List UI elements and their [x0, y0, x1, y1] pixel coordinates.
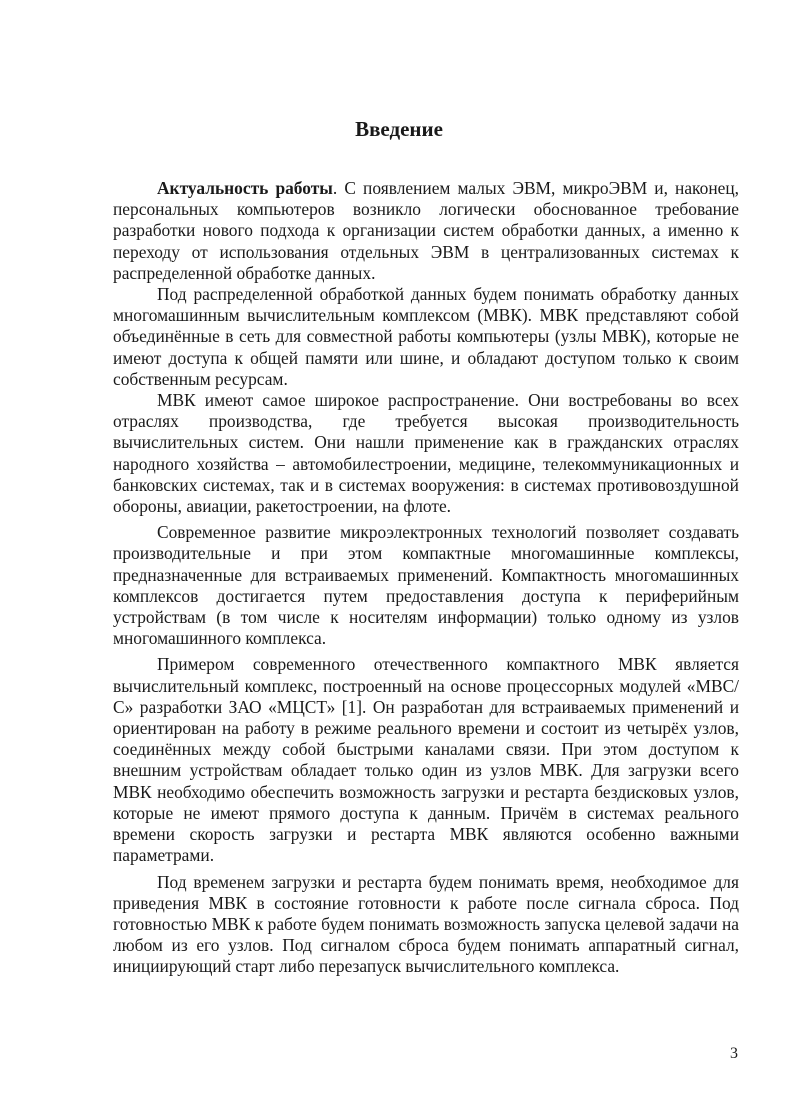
paragraph-microelectronics: Современное развитие микроэлектронных технологий позволяет создавать производительные и при этом компактные многомашинные комплексы, предназначенные для встраиваемых применений. Компактность многомашинных комплексов достигается путем предоставления доступа к периферийным устройствам (в том числе к носителям информации) только одному из узлов многомашинного комплекса. — [113, 522, 739, 649]
paragraph-text: . С появлением малых ЭВМ, микроЭВМ и, наконец, персональных компьютеров возникло логически обоснованное требование разработки нового подхода к организации систем обработки данных, а именно к переходу от использования отдельных ЭВМ в централизованных системах к распределенной обработке данных. — [113, 178, 739, 283]
paragraph-boot-time-definition: Под временем загрузки и рестарта будем понимать время, необходимое для приведения МВК в состояние готовности к работе после сигнала сброса. Под готовностью МВК к работе будем понимать возможность запуска целевой задачи на любом из его узлов. Под сигналом сброса будем понимать аппаратный сигнал, инициирующий старт либо перезапуск вычислительного комплекса. — [113, 871, 739, 977]
paragraph-applications: МВК имеют самое широкое распространение. Они востребованы во всех отраслях производства, где требуется высокая производительность вычислительных систем. Они нашли применение как в гражданских отраслях народного хозяйства – автомобилестроении, медицине, телекоммуникационных и банковских системах, так и в системах вооружения: в системах противовоздушной обороны, авиации, ракетостроении, на флоте. — [113, 390, 739, 517]
page-number: 3 — [730, 1045, 738, 1062]
paragraph-example-complex: Примером современного отечественного компактного МВК является вычислительный комплекс, построенный на основе процессорных модулей «МВС/С» разработки ЗАО «МЦСТ» [1]. Он разработан для встраиваемых применений и ориентирован на работу в режиме реального времени и состоит из четырёх узлов, соединённых между собой быстрыми каналами связи. При этом доступом к внешним устройствам обладает только один из узлов МВК. Для загрузки всего МВК необходимо обеспечить возможность загрузки и рестарта бездисковых узлов, которые не имеют прямого доступа к данным. Причём в системах реального времени скорость загрузки и рестарта МВК являются особенно важными параметрами. — [113, 654, 739, 866]
page-title: Введение — [355, 117, 443, 141]
paragraph-lead: Актуальность работы — [157, 178, 333, 198]
paragraph-relevance — [113, 178, 739, 284]
body-text — [113, 178, 739, 978]
paragraph-distributed-processing: Под распределенной обработкой данных будем понимать обработку данных многомашинным вычислительным комплексом (МВК). МВК представляют собой объединённые в сеть для совместной работы компьютеры (узлы МВК), которые не имеют доступа к общей памяти или шине, и обладают доступом только к своим собственным ресурсам. — [113, 284, 739, 389]
